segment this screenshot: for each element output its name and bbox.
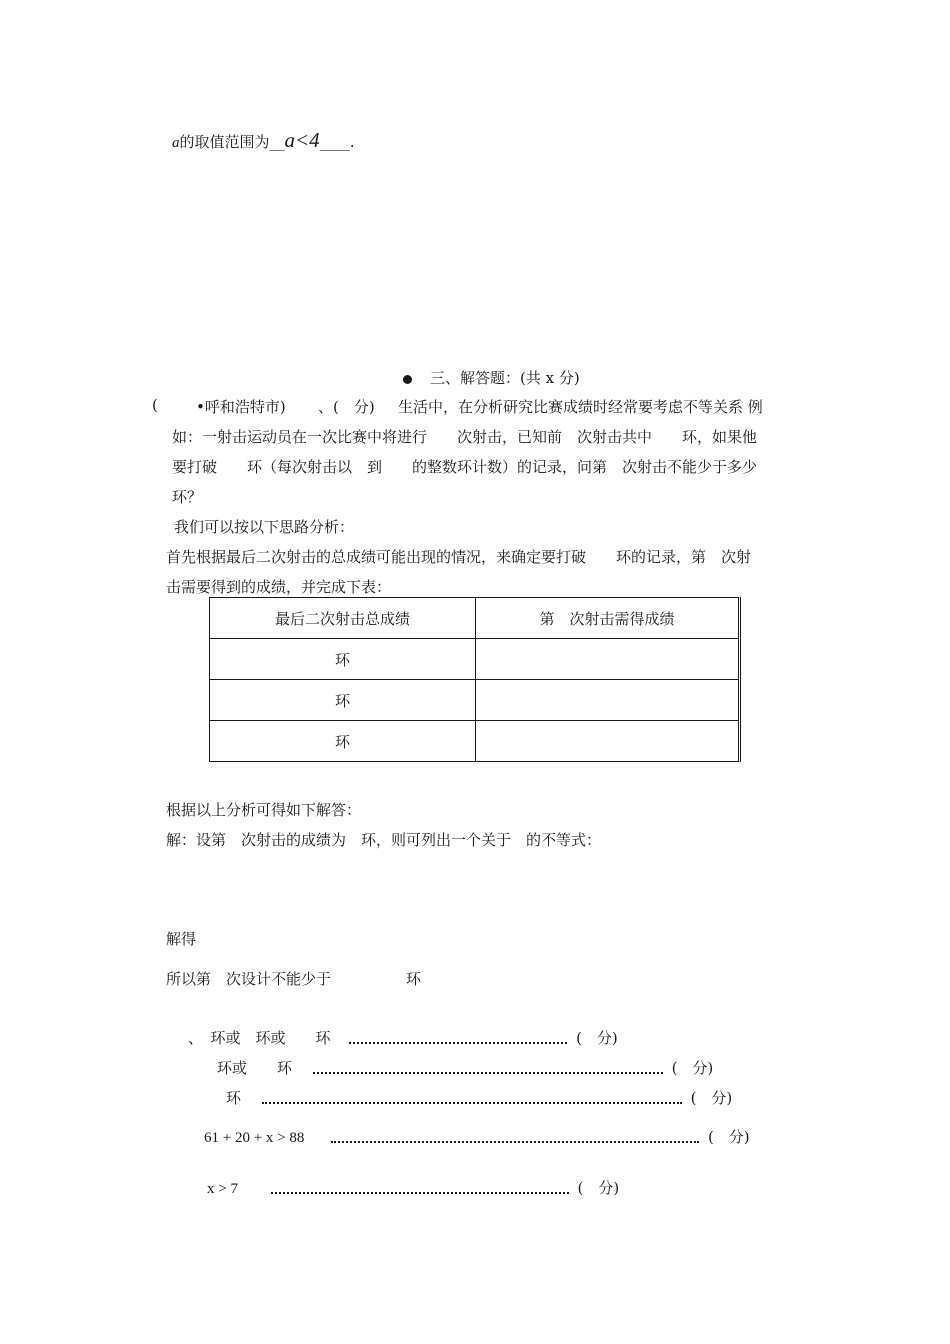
- solution-setup: 解：设第 次射击的成绩为 环，则可列出一个关于 的不等式：: [166, 831, 602, 849]
- solution-intro: 根据以上分析可得如下解答：: [166, 801, 362, 819]
- score-table: [209, 597, 741, 762]
- table-cell: [476, 639, 740, 680]
- problem-source: •呼和浩特市): [196, 398, 286, 416]
- table-header: 最后二次射击总成绩: [210, 598, 476, 639]
- leader-dots: [271, 1184, 569, 1194]
- fill-blank-line: [172, 128, 354, 153]
- answer-line-2: [217, 1057, 713, 1078]
- problem-line-5: 我们可以按以下思路分析：: [174, 518, 355, 536]
- variable-a: a: [172, 135, 180, 151]
- answer-line-score: ( 分): [671, 1059, 714, 1077]
- problem-line-1: 生活中，在分析研究比赛成绩时经常要考虑不等关系 例: [398, 398, 763, 416]
- answer-line-score: ( 分): [690, 1089, 733, 1107]
- table-header-row: [210, 598, 740, 639]
- leader-dots: [262, 1094, 682, 1104]
- section-header: [403, 367, 580, 388]
- answer-line-3: [226, 1087, 732, 1108]
- answer-line-1: [188, 1027, 618, 1048]
- bullet-icon: [403, 375, 412, 384]
- problem-source-open: (: [152, 396, 158, 414]
- answer-line-5: [207, 1177, 619, 1198]
- problem-line-6: 首先根据最后二次射击的总成绩可能出现的情况，来确定要打破 环的记录，第 次射: [166, 548, 752, 566]
- answer-line-score: ( 分): [577, 1179, 620, 1197]
- answer-line-label: 、 环或 环或 环: [188, 1029, 331, 1047]
- blank-pre: __: [269, 133, 285, 151]
- answer-line-4: [204, 1126, 750, 1147]
- solution-solve: 解得: [166, 930, 197, 948]
- answer-line-label: 环: [226, 1089, 242, 1107]
- problem-line-3: 要打破 环（每次射击以 到 的整数环计数）的记录，问第 次射击不能少于多少: [172, 458, 758, 476]
- table-header: 第 次射击需得成绩: [476, 598, 740, 639]
- table-cell: 环: [210, 680, 476, 721]
- fill-blank-text: 的取值范围为: [179, 133, 270, 151]
- table-cell: 环: [210, 721, 476, 762]
- problem-line-7: 击需要得到的成绩，并完成下表：: [166, 578, 392, 596]
- answer-line-score: ( 分): [707, 1128, 750, 1146]
- answer-line-label: 环或 环: [217, 1059, 293, 1077]
- answer-line-score: ( 分): [576, 1029, 618, 1047]
- blank-post: ____.: [319, 133, 355, 151]
- table-row: [210, 639, 740, 680]
- fill-blank-answer: a<4: [284, 128, 320, 152]
- leader-dots: [331, 1133, 699, 1143]
- section-title: 三、解答题：(共 x 分): [430, 369, 580, 387]
- problem-line-4: 环？: [172, 488, 203, 506]
- table-cell: [476, 721, 740, 762]
- leader-dots: [313, 1064, 663, 1074]
- table-row: [210, 721, 740, 762]
- table-cell: [476, 680, 740, 721]
- table-cell: 环: [210, 639, 476, 680]
- leader-dots: [349, 1034, 567, 1044]
- solution-conclusion: 所以第 次设计不能少于 环: [166, 970, 422, 988]
- answer-formula: 61 + 20 + x > 88: [204, 1130, 305, 1146]
- problem-line-2: 如：一射击运动员在一次比赛中将进行 次射击，已知前 次射击共中 环，如果他: [172, 428, 758, 446]
- answer-formula: x > 7: [207, 1181, 238, 1197]
- table-row: [210, 680, 740, 721]
- problem-score: 、( 分): [318, 398, 375, 416]
